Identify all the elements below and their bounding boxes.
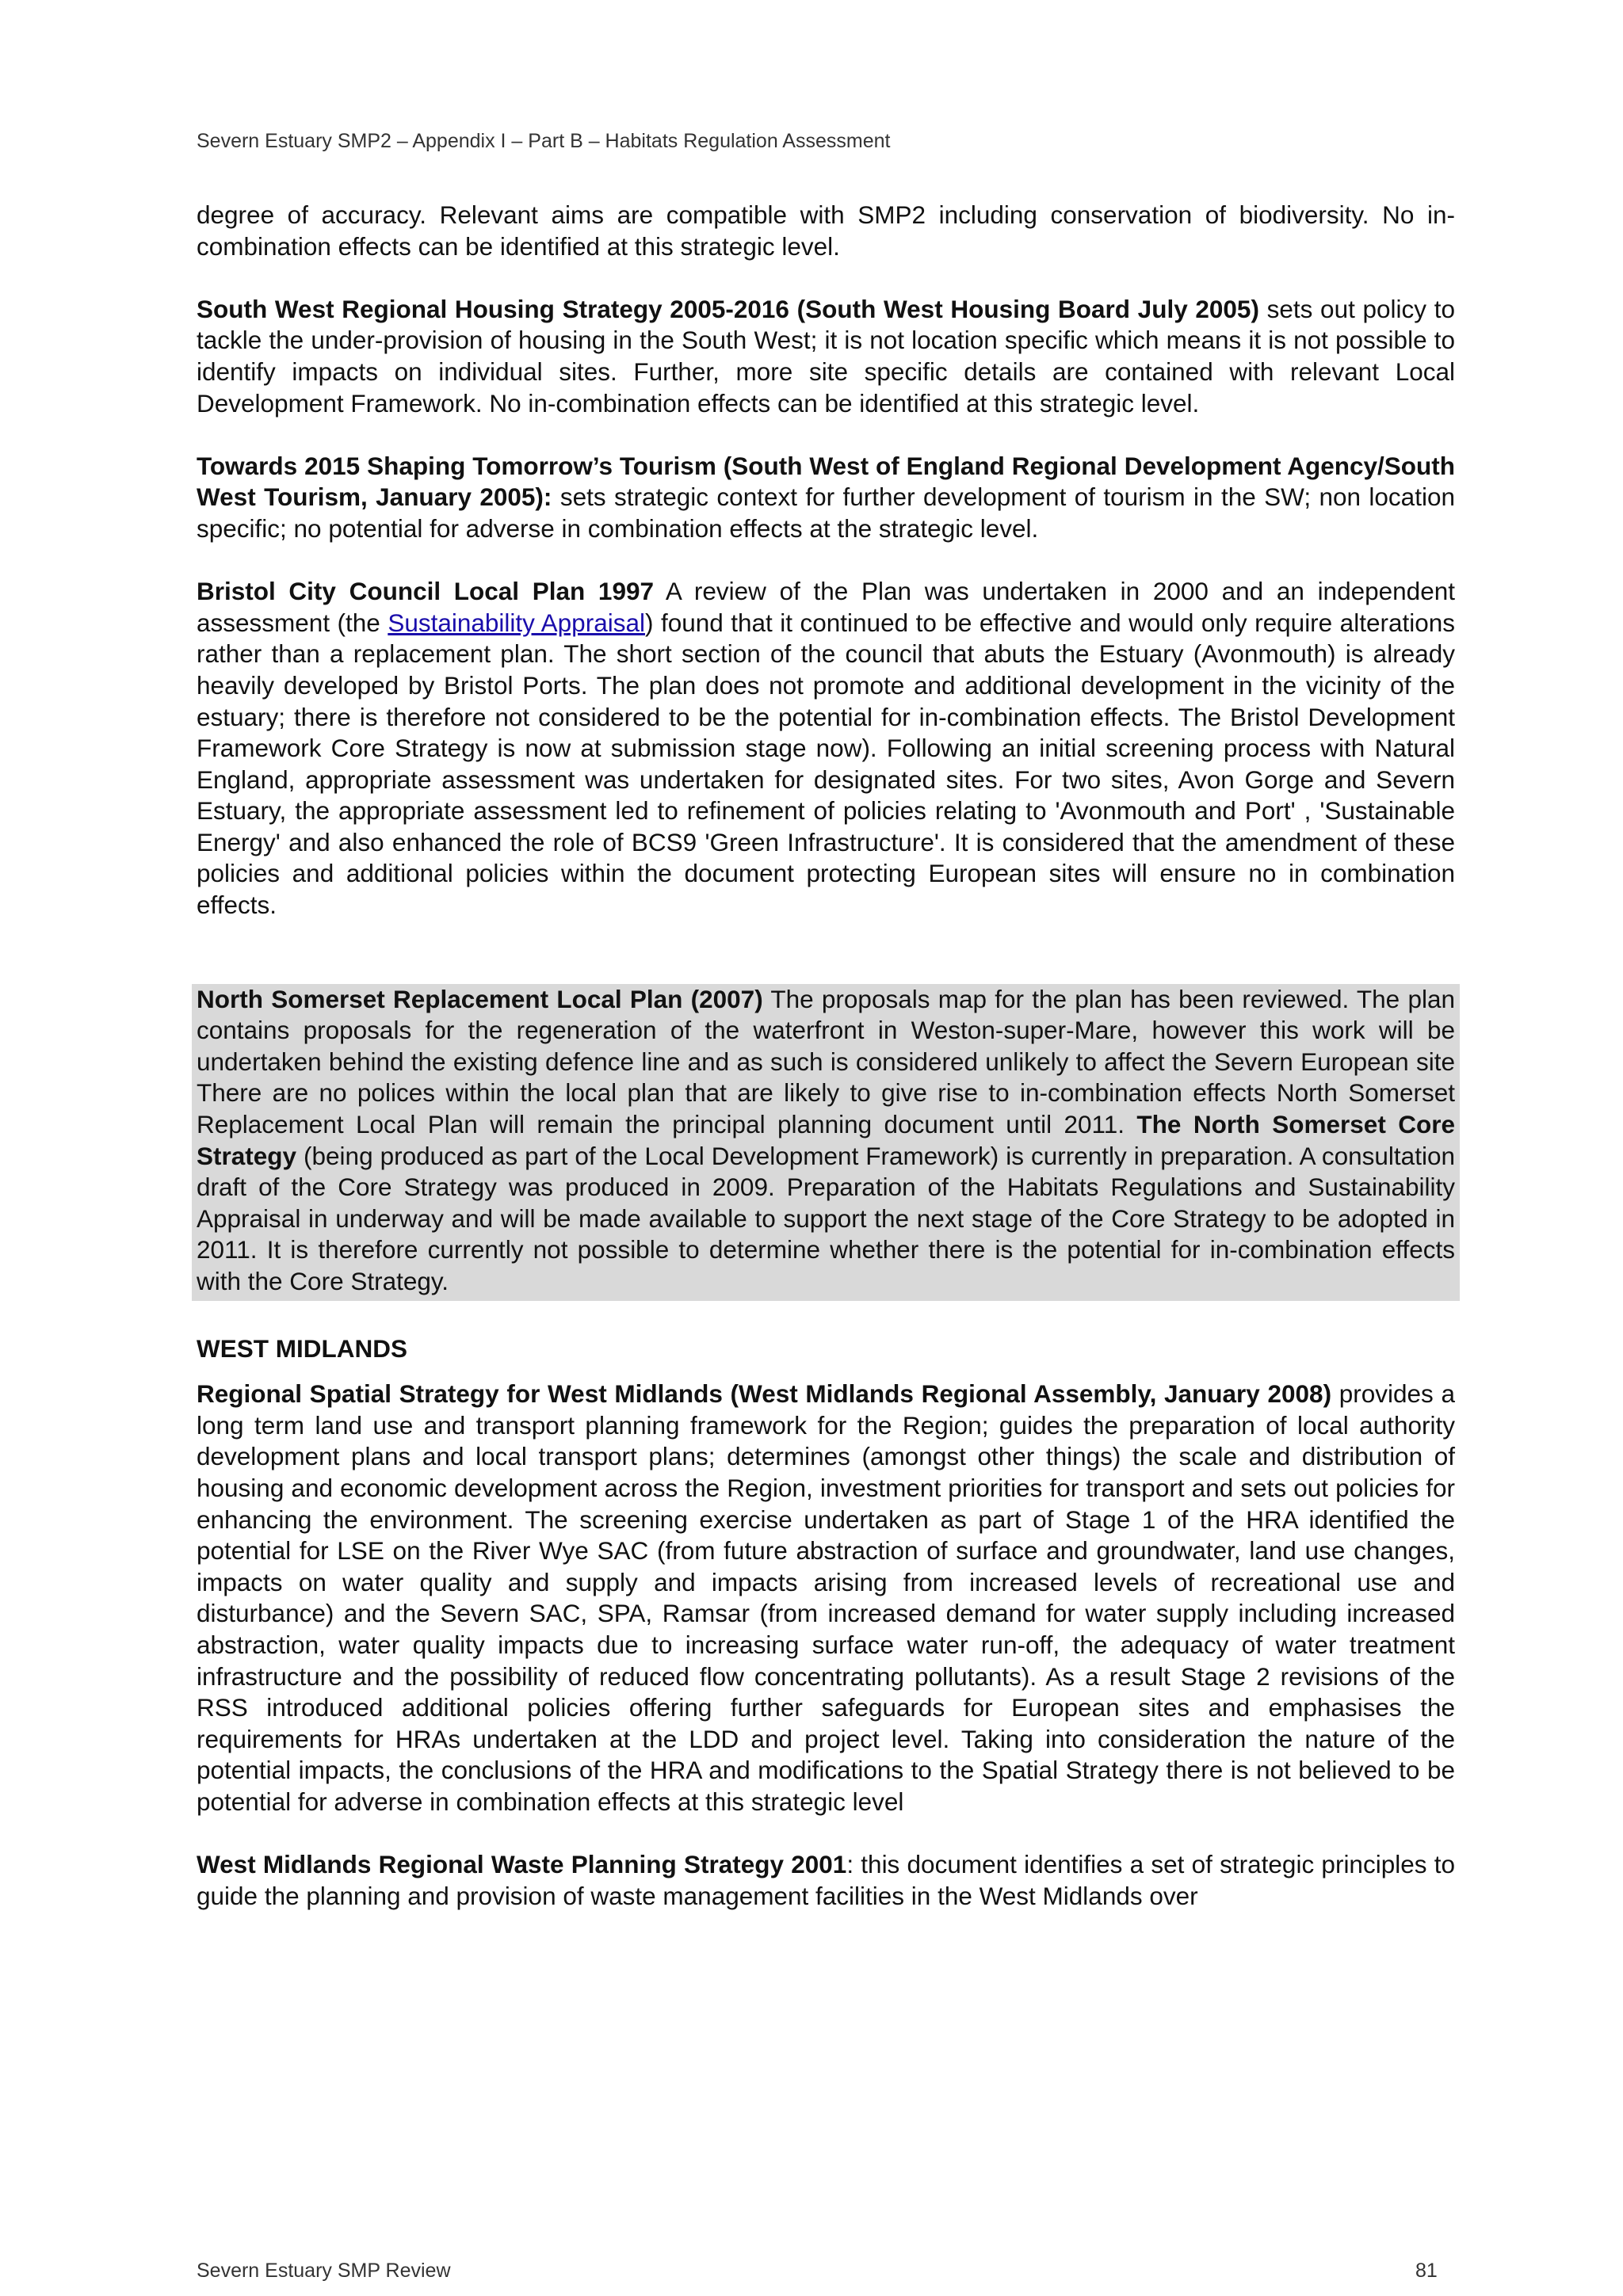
north-somerset-title: North Somerset Replacement Local Plan (2007) <box>197 984 763 1013</box>
rss-text: provides a long term land use and transport planning framework for the Region; guides the preparation of local authority development plans and local transport plans; determines (amongst other things) the scale and distribution of housing and economic development across the Region, investment priorities for transport and sets out policies for enhancing the environment. The screening exercise undertaken as part of Stage 1 of the HRA identified the potential for LSE on the River Wye SAC (from future abstraction of surface and groundwater, land use changes, impacts on water quality and supply and impacts arising from increased levels of recreational use and disturbance) and the Severn SAC, SPA, Ramsar (from increased demand for water supply including increased abstraction, water quality impacts due to increasing surface water run-off, the adequacy of water treatment infrastructure and the possibility of reduced flow concentrating pollutants). As a result Stage 2 revisions of the RSS introduced additional policies offering further safeguards for European sites and emphasises the requirements for HRAs undertaken at the LDD and project level. Taking into consideration the nature of the potential impacts, the conclusions of the HRA and modifications to the Spatial Strategy there is not believed to be potential for adverse in combination effects at this strategic level <box>197 1379 1455 1816</box>
bristol-text-2: ) found that it continued to be effective and would only require alterations rather than a replacement plan. The short section of the council that abuts the Estuary (Avonmouth) is already heavily developed by Bristol Ports. The plan does not promote and additional development in the vicinity of the estuary; there is therefore not considered to be the potential for in-combination effects. The Bristol Development Framework Core Strategy is now at submission stage now). Following an initial screening process with Natural England, appropriate assessment was undertaken for designated sites. For two sites, Avon Gorge and Severn Estuary, the appropriate assessment led to refinement of policies relating to 'Avonmouth and Port' , 'Sustainable Energy' and also enhanced the role of BCS9 'Green Infrastructure'. It is considered that the amendment of these policies and additional policies within the document protecting European sites will ensure no in combination effects. <box>197 608 1456 920</box>
sustainability-appraisal-link[interactable]: Sustainability Appraisal <box>388 608 645 637</box>
north-somerset-text-2: (being produced as part of the Local Development Framework) is currently in preparation. A consultation draft of the Core Strategy was produced in 2009. Preparation of the Habitats Regulations and Sustainability Appraisal in underway and will be made available to support the next stage of the Core Strategy to be adopted in 2011. It is therefore currently not possible to determine whether there is the potential for in-combination effects with the Core Strategy. <box>197 1141 1455 1295</box>
document-body <box>197 200 1455 1912</box>
section-heading-west-midlands: WEST MIDLANDS <box>197 1333 407 1363</box>
north-somerset-core-strategy-title: The North Somerset Core Strategy <box>197 1110 1455 1170</box>
paragraph-tourism <box>197 451 1455 545</box>
bristol-text-1: A review of the Plan was undertaken in 2000 and an independent assessment (the <box>197 577 1455 637</box>
waste-text: : this document identifies a set of strategic principles to guide the planning and provision of waste management facilities in the West Midlands over <box>197 1850 1455 1910</box>
paragraph-rss <box>197 1379 1455 1817</box>
paragraph-intro: degree of accuracy. Relevant aims are compatible with SMP2 including conservation of biodiversity. No in-combination effects can be identified at this strategic level. <box>197 200 1455 261</box>
rss-title: Regional Spatial Strategy for West Midlands (West Midlands Regional Assembly, January 2008) <box>197 1379 1332 1409</box>
page-number: 81 <box>1415 2260 1438 2282</box>
bristol-title: Bristol City Council Local Plan 1997 <box>197 577 654 606</box>
tourism-text: sets strategic context for further development of tourism in the SW; non location specific; no potential for adverse in combination effects at the strategic level. <box>197 482 1455 543</box>
paragraph-sw-housing <box>197 294 1455 419</box>
paragraph-north-somerset <box>192 984 1460 1301</box>
page-header: Severn Estuary SMP2 – Appendix I – Part B – Habitats Regulation Assessment <box>197 130 891 152</box>
paragraph-waste <box>197 1849 1455 1912</box>
north-somerset-text-1: The proposals map for the plan has been reviewed. The plan contains proposals for the regeneration of the waterfront in Weston-super-Mare, however this work will be undertaken behind the existing defence line and as such is considered unlikely to affect the Severn European site There are no polices within the local plan that are likely to give rise to in-combination effects North Somerset Replacement Local Plan will remain the principal planning document until 2011. <box>197 984 1456 1139</box>
sw-housing-text: sets out policy to tackle the under-provision of housing in the South West; it is not location specific which means it is not possible to identify impacts on individual sites. Further, more site specific details are contained with relevant Local Development Framework. No in-combination effects can be identified at this strategic level. <box>197 294 1455 418</box>
tourism-title: Towards 2015 Shaping Tomorrow’s Tourism (South West of England Regional Development Agency/South West Tourism, January 2005): <box>197 451 1455 512</box>
sw-housing-title: South West Regional Housing Strategy 2005-2016 (South West Housing Board July 2005) <box>197 294 1259 323</box>
waste-title: West Midlands Regional Waste Planning Strategy 2001 <box>197 1850 847 1879</box>
footer-title: Severn Estuary SMP Review <box>197 2260 451 2282</box>
paragraph-bristol <box>197 576 1455 921</box>
